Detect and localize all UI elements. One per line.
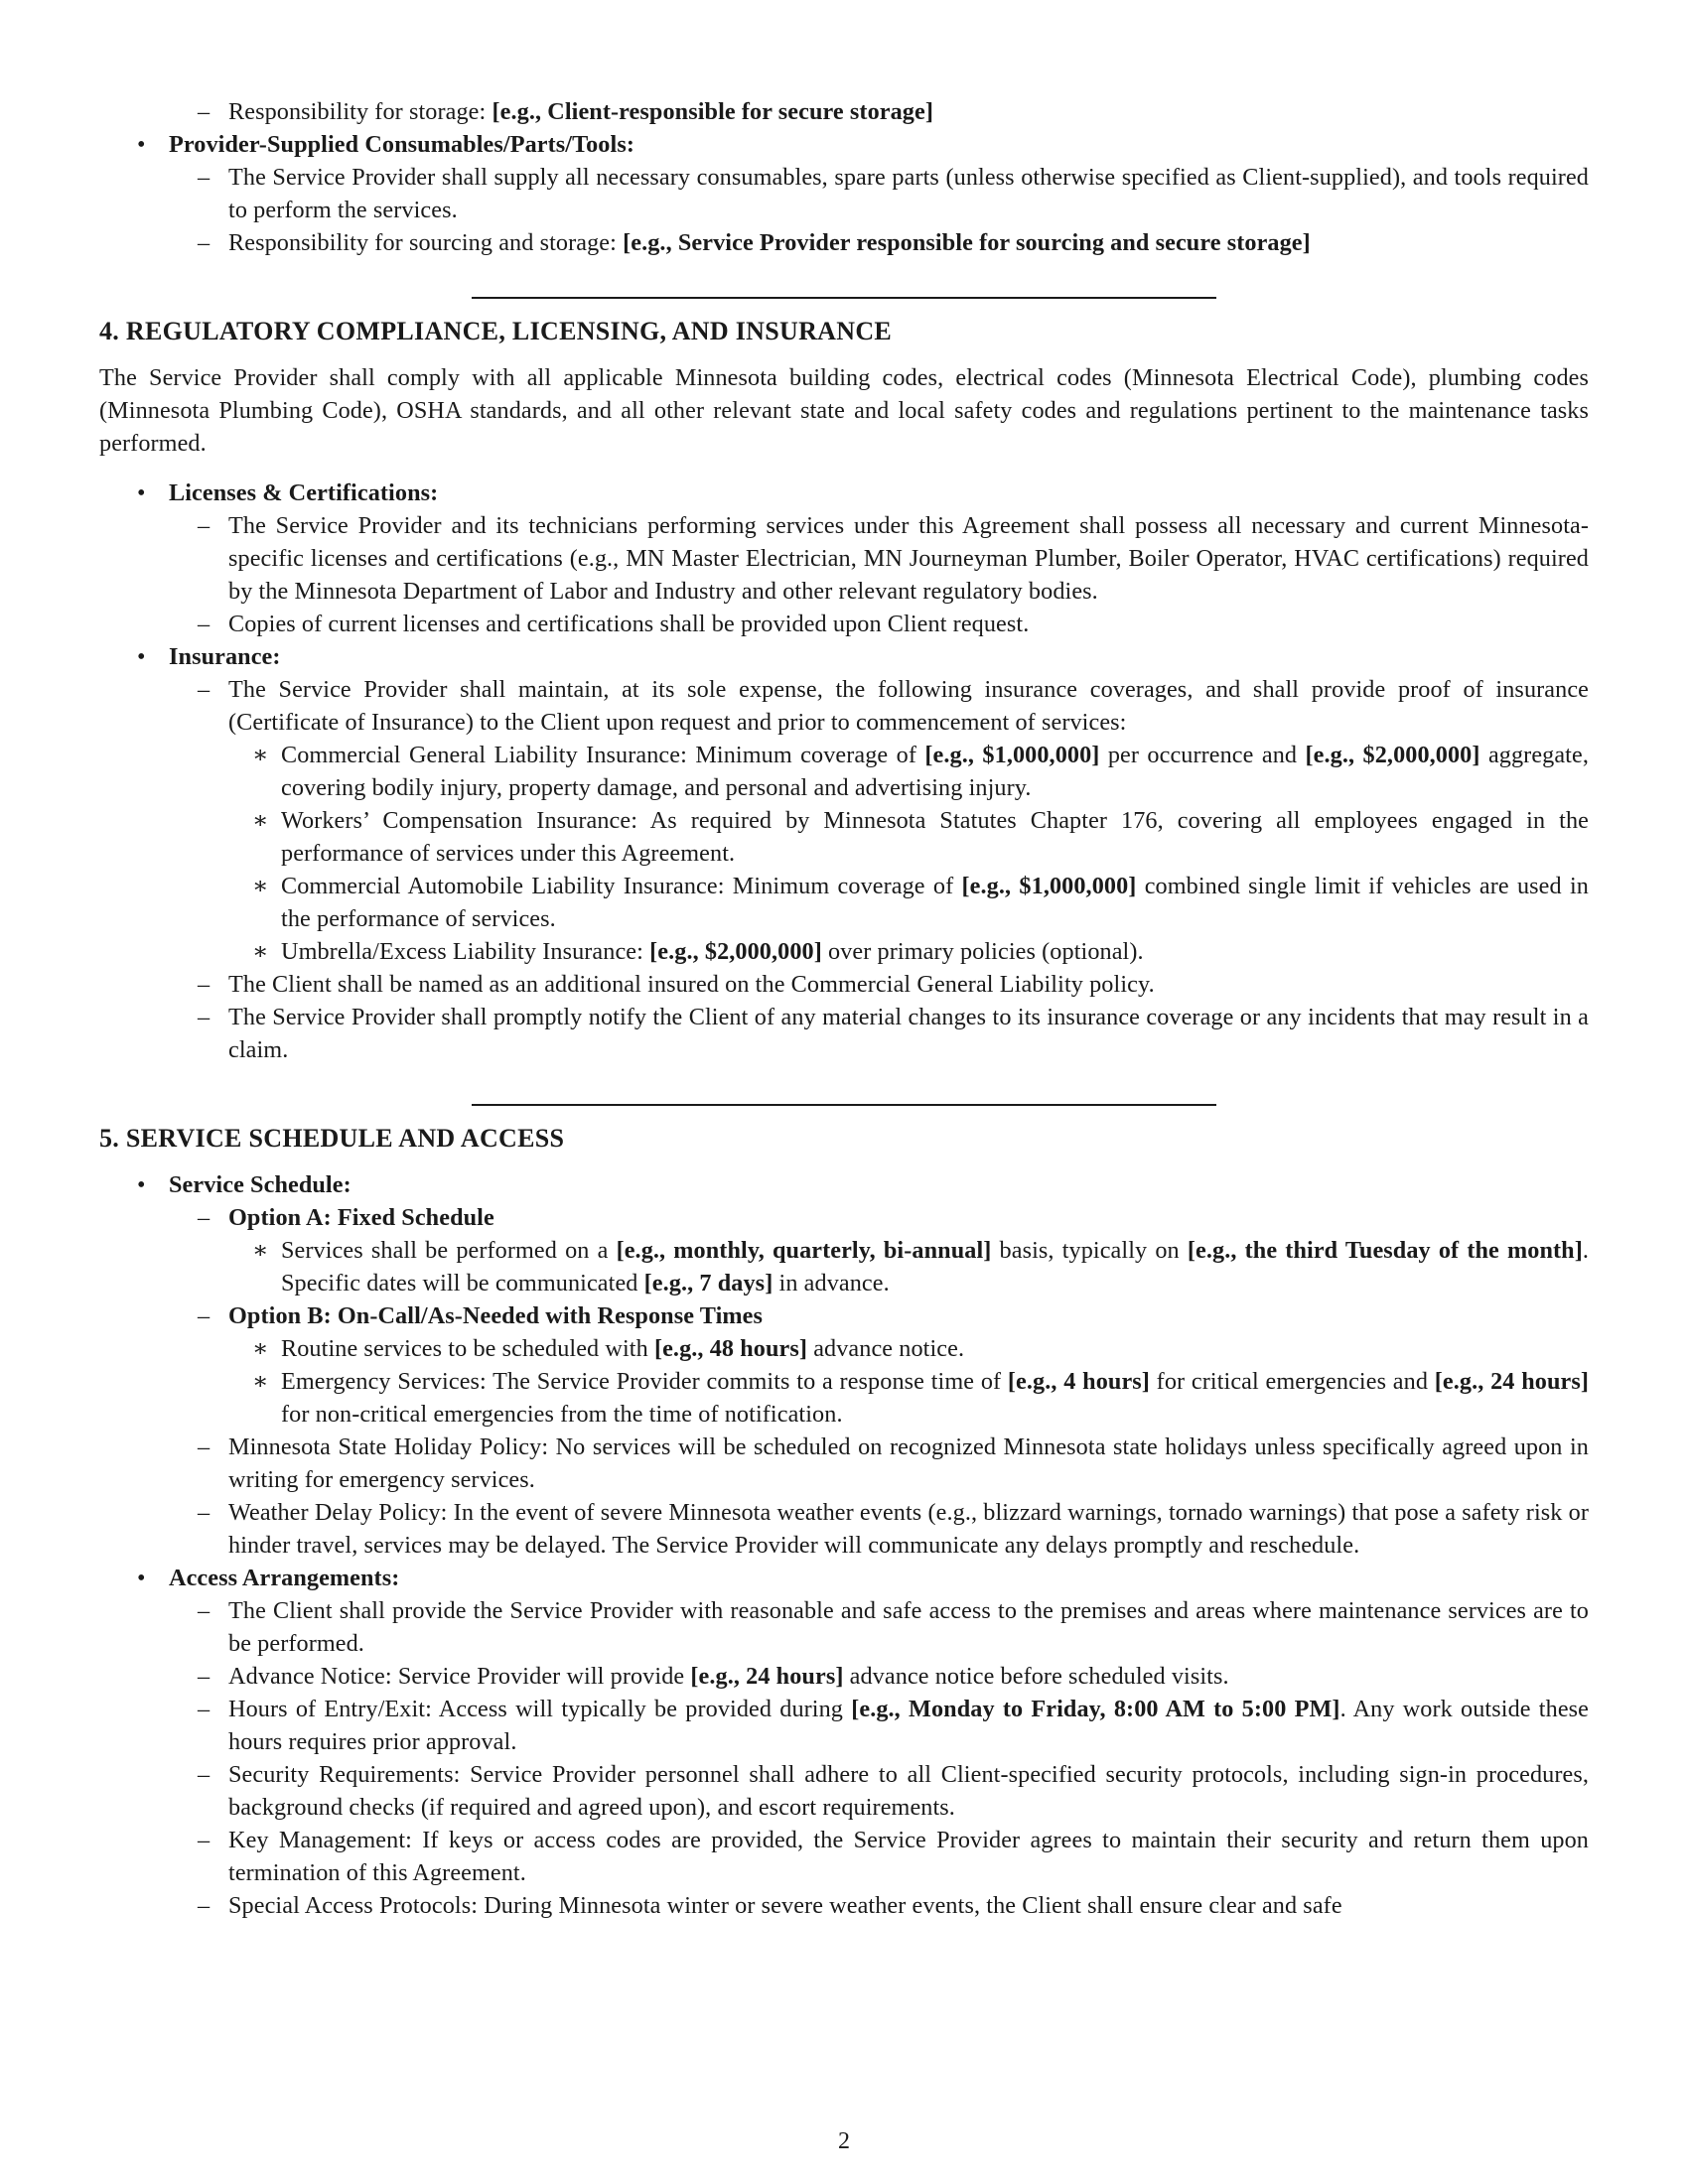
list-item — [99, 128, 1589, 161]
list-heading: Licenses & Certifications: — [169, 479, 439, 506]
list-item — [99, 640, 1589, 673]
list-item: – Minnesota State Holiday Policy: No services will be scheduled on recognized Minnesota state holidays unless specifically agreed upon in writing for emergency services. — [99, 1431, 1589, 1496]
star-bullet: ∗ — [252, 807, 269, 834]
list-item: – Responsibility for storage: [e.g., Client-responsible for secure storage] — [99, 95, 1589, 128]
list-item: – Key Management: If keys or access codes are provided, the Service Provider agrees to maintain their security and return them upon termination of this Agreement. — [99, 1824, 1589, 1889]
dash-bullet: – — [198, 676, 211, 703]
star-bullet: ∗ — [252, 873, 269, 899]
bullet: • — [137, 1565, 146, 1591]
list-item: – Special Access Protocols: During Minnesota winter or severe weather events, the Client shall ensure clear and safe — [99, 1889, 1589, 1922]
dash-bullet: – — [198, 1663, 211, 1690]
list-heading: Access Arrangements: — [169, 1565, 400, 1591]
star-bullet: ∗ — [252, 1368, 269, 1395]
bullet: • — [137, 479, 146, 506]
dash-bullet: – — [198, 1597, 211, 1624]
list-item — [99, 1562, 1589, 1594]
list-item: – The Client shall be named as an additional insured on the Commercial General Liability policy. — [99, 968, 1589, 1001]
list-item: – Security Requirements: Service Provider personnel shall adhere to all Client-specified security protocols, including sign-in procedures, background checks (if required and agreed upon), and escort requirements. — [99, 1758, 1589, 1824]
dash-bullet: – — [198, 164, 211, 191]
bullet: • — [137, 643, 146, 670]
dash-bullet: – — [198, 971, 211, 998]
list-item: – Weather Delay Policy: In the event of severe Minnesota weather events (e.g., blizzard warnings, tornado warnings) that pose a safety risk or hinder travel, services may be delayed. The Service Provider will communicate any delays promptly and reschedule. — [99, 1496, 1589, 1562]
list-item: ∗ Commercial General Liability Insurance: Minimum coverage of [e.g., $1,000,000] per occurrence and [e.g., $2,000,000] aggregate, covering bodily injury, property damage, and personal and advertising injury. — [99, 739, 1589, 804]
list-item: ∗ Workers’ Compensation Insurance: As required by Minnesota Statutes Chapter 176, covering all employees engaged in the performance of services under this Agreement. — [99, 804, 1589, 870]
document-page — [99, 95, 1589, 1922]
list-item: – The Client shall provide the Service Provider with reasonable and safe access to the premises and areas where maintenance services are to be performed. — [99, 1594, 1589, 1660]
dash-bullet: – — [198, 98, 211, 125]
dash-bullet: – — [198, 1204, 211, 1231]
bullet: • — [137, 1171, 146, 1198]
list-item — [99, 1168, 1589, 1201]
list-item — [99, 477, 1589, 509]
dash-bullet: – — [198, 1892, 211, 1919]
dash-bullet: – — [198, 1433, 211, 1460]
list-item: – Option B: On-Call/As-Needed with Response Times — [99, 1299, 1589, 1332]
dash-bullet: – — [198, 1761, 211, 1788]
star-bullet: ∗ — [252, 1237, 269, 1264]
section-heading: 5. SERVICE SCHEDULE AND ACCESS — [99, 1124, 565, 1153]
star-bullet: ∗ — [252, 938, 269, 965]
dash-bullet: – — [198, 229, 211, 256]
list-item: – Hours of Entry/Exit: Access will typically be provided during [e.g., Monday to Friday, 8:00 AM to 5:00 PM]. Any work outside these hours requires prior approval. — [99, 1693, 1589, 1758]
section-heading: 4. REGULATORY COMPLIANCE, LICENSING, AND INSURANCE — [99, 317, 893, 345]
list-heading: Provider-Supplied Consumables/Parts/Tools: — [169, 131, 634, 158]
dash-bullet: – — [198, 1827, 211, 1853]
list-item: ∗ Commercial Automobile Liability Insurance: Minimum coverage of [e.g., $1,000,000] combined single limit if vehicles are used in the performance of services. — [99, 870, 1589, 935]
dash-bullet: – — [198, 512, 211, 539]
page-number: 2 — [838, 2128, 850, 2154]
dash-bullet: – — [198, 1302, 211, 1329]
list-item: – The Service Provider shall maintain, at its sole expense, the following insurance coverages, and shall provide proof of insurance (Certificate of Insurance) to the Client upon request and prior to commencement of services: — [99, 673, 1589, 739]
list-heading: Insurance: — [169, 643, 281, 670]
bullet: • — [137, 131, 146, 158]
dash-bullet: – — [198, 611, 211, 637]
list-item: – The Service Provider shall supply all necessary consumables, spare parts (unless otherwise specified as Client-supplied), and tools required to perform the services. — [99, 161, 1589, 226]
star-bullet: ∗ — [252, 1335, 269, 1362]
dash-bullet: – — [198, 1004, 211, 1030]
list-item: – The Service Provider and its technicians performing services under this Agreement shall possess all necessary and current Minnesota-specific licenses and certifications (e.g., MN Master Electrician, MN Journeyman Plumber, Boiler Operator, HVAC certifications) required by the Minnesota Department of Labor and Industry and other relevant regulatory bodies. — [99, 509, 1589, 608]
paragraph: The Service Provider shall comply with all applicable Minnesota building codes, electrical codes (Minnesota Electrical Code), plumbing codes (Minnesota Plumbing Code), OSHA standards, and all other relevant state and local safety codes and regulations pertinent to the maintenance tasks performed. — [99, 364, 1589, 457]
dash-bullet: – — [198, 1696, 211, 1722]
list-item: – The Service Provider shall promptly notify the Client of any material changes to its insurance coverage or any incidents that may result in a claim. — [99, 1001, 1589, 1066]
list-item: – Responsibility for sourcing and storage: [e.g., Service Provider responsible for sourcing and secure storage] — [99, 226, 1589, 259]
dash-bullet: – — [198, 1499, 211, 1526]
star-bullet: ∗ — [252, 742, 269, 768]
list-heading: Service Schedule: — [169, 1171, 352, 1198]
list-item: ∗ Emergency Services: The Service Provider commits to a response time of [e.g., 4 hours] for critical emergencies and [e.g., 24 hours] for non-critical emergencies from the time of notification. — [99, 1365, 1589, 1431]
list-item: – Option A: Fixed Schedule — [99, 1201, 1589, 1234]
list-item: ∗ Umbrella/Excess Liability Insurance: [e.g., $2,000,000] over primary policies (optional). — [99, 935, 1589, 968]
list-item: ∗ Routine services to be scheduled with [e.g., 48 hours] advance notice. — [99, 1332, 1589, 1365]
list-item: – Advance Notice: Service Provider will provide [e.g., 24 hours] advance notice before scheduled visits. — [99, 1660, 1589, 1693]
list-item: ∗ Services shall be performed on a [e.g., monthly, quarterly, bi-annual] basis, typically on [e.g., the third Tuesday of the month]. Specific dates will be communicated [e.g., 7 days] in advance. — [99, 1234, 1589, 1299]
list-item: – Copies of current licenses and certifications shall be provided upon Client request. — [99, 608, 1589, 640]
